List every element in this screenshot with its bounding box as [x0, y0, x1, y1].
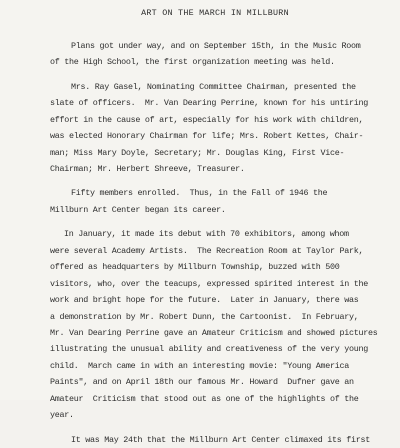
paragraph [50, 226, 378, 423]
text-line: It was May 24th that the Millburn Art Center climaxed its first [71, 434, 370, 445]
paragraph [50, 79, 368, 178]
text-line: Plans got under way, and on September 15th, in the Music Room [71, 40, 361, 51]
text-line: effort in the cause of art, especially for his work with children, [50, 114, 364, 125]
text-line: child. March came in with an interesting movie: "Young America [50, 360, 349, 371]
text-line: man; Miss Mary Doyle, Secretary; Mr. Douglas King, First Vice- [50, 147, 345, 158]
paragraph-gap [50, 177, 368, 185]
text-line: work and bright hope for the future. Later in January, there was [50, 295, 359, 306]
paragraph-gap [50, 71, 368, 79]
text-line: was elected Honorary Chairman for life; Mrs. Robert Kettes, Chair- [50, 131, 364, 142]
text-line: of the High School, the first organization meeting was held. [50, 57, 335, 68]
text-line: slate of officers. Mr. Van Dearing Perrine, known for his untiring [50, 98, 368, 109]
paragraph [50, 38, 368, 71]
text-line: visitors, who, over the teacups, expressed spirited interest in the [50, 278, 368, 289]
document-title: ART ON THE MARCH IN MILLBURN [141, 8, 289, 18]
text-line: Mrs. Ray Gasel, Nominating Committee Chairman, presented the [71, 81, 356, 92]
document-body [50, 5, 378, 448]
text-line: Chairman; Mr. Herbert Shreeve, Treasurer. [50, 164, 245, 174]
text-line: offered as headquarters by Millburn Township, buzzed with 500 [50, 262, 340, 273]
text-line: Paints", and on April 18th our famous Mr. Howard Dufner gave an [50, 377, 354, 388]
text-line: a demonstration by Mr. Robert Dunn, the Cartoonist. In February, [50, 311, 359, 322]
text-line: illustrating the unusual ability and creativeness of the very young [50, 344, 368, 355]
text-line: Mr. Van Dearing Perrine gave an Amateur Criticism and showed pictures [50, 327, 378, 338]
text-line: were several Academy Artists. The Recreation Room at Taylor Park, [50, 245, 364, 256]
paragraphs [50, 38, 378, 448]
text-line: Fifty members enrolled. Thus, in the Fall of 1946 the [71, 188, 328, 199]
paragraph-gap [50, 424, 368, 432]
text-line: Amateur Criticism that stood out as one of the highlights of the [50, 393, 359, 404]
paragraph-gap [50, 218, 368, 226]
paragraph [50, 185, 368, 218]
text-line: In January, it made its debut with 70 exhibitors, among whom [64, 229, 349, 240]
paragraph [50, 432, 368, 448]
text-line: Millburn Art Center began its career. [50, 204, 226, 215]
text-line: year. [50, 410, 74, 421]
